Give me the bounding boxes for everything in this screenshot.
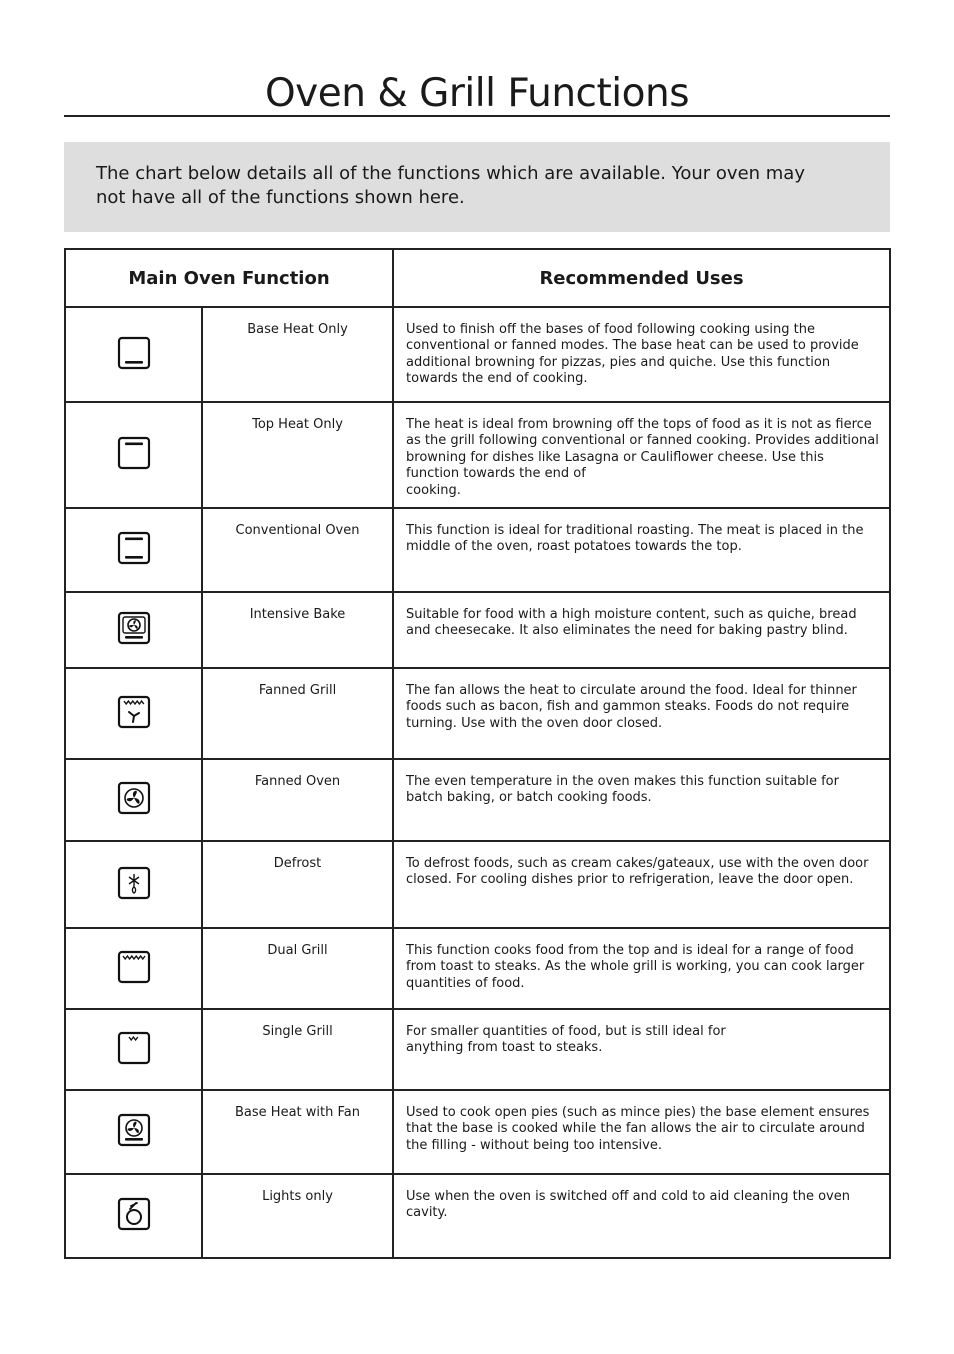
function-icon-cell [65,759,202,841]
title-divider [64,115,890,117]
table-row [65,668,890,759]
function-icon-cell [65,1009,202,1090]
recommended-use: The fan allows the heat to circulate around the food. Ideal for thinner foods such as bacon, fish and gammon steaks. Foods do not require turning. Use with the oven door closed. [393,668,890,759]
recommended-use: To defrost foods, such as cream cakes/gateaux, use with the oven door closed. For cooling dishes prior to refrigeration, leave the door open. [393,841,890,928]
fanned-grill-icon [116,694,152,730]
recommended-use: The heat is ideal from browning off the tops of food as it is not as fierce as the grill following conventional or fanned cooking. Provides additional browning for dishes like Lasagna or Cauliflower cheese. Use this function towards the end of cooking. [393,402,890,508]
function-name: Dual Grill [202,928,393,1009]
base-heat-icon [116,335,152,371]
recommended-use: For smaller quantities of food, but is still ideal for anything from toast to steaks. [393,1009,890,1090]
function-name: Fanned Oven [202,759,393,841]
conventional-oven-icon [116,530,152,566]
function-name: Defrost [202,841,393,928]
table-row [65,1090,890,1174]
intensive-bake-icon [116,610,152,646]
single-grill-icon [116,1030,152,1066]
table-row [65,928,890,1009]
intro-box: The chart below details all of the functions which are available. Your oven may not have all of the functions shown here. [64,142,890,232]
table-row [65,592,890,668]
function-icon-cell [65,841,202,928]
recommended-use: Use when the oven is switched off and cold to aid cleaning the oven cavity. [393,1174,890,1258]
table-row [65,1009,890,1090]
function-name: Fanned Grill [202,668,393,759]
table-row [65,841,890,928]
function-name: Conventional Oven [202,508,393,592]
functions-table [64,248,891,1259]
table-row [65,307,890,402]
function-icon-cell [65,928,202,1009]
table-row [65,759,890,841]
fanned-oven-icon [116,780,152,816]
function-icon-cell [65,1174,202,1258]
defrost-icon [116,865,152,901]
function-icon-cell [65,668,202,759]
recommended-use: Used to finish off the bases of food following cooking using the conventional or fanned modes. The base heat can be used to provide additional browning for pizzas, pies and quiche. Use this function towards the end of cooking. [393,307,890,402]
table-header-row [65,249,890,307]
function-icon-cell [65,592,202,668]
function-icon-cell [65,402,202,508]
light-icon [116,1196,152,1232]
dual-grill-icon [116,949,152,985]
function-icon-cell [65,1090,202,1174]
table-row [65,402,890,508]
function-name: Single Grill [202,1009,393,1090]
function-name: Base Heat with Fan [202,1090,393,1174]
recommended-use: This function cooks food from the top and is ideal for a range of food from toast to steaks. As the whole grill is working, you can cook larger quantities of food. [393,928,890,1009]
recommended-use: This function is ideal for traditional roasting. The meat is placed in the middle of the oven, roast potatoes towards the top. [393,508,890,592]
function-icon-cell [65,307,202,402]
table-body [65,307,890,1258]
function-name: Top Heat Only [202,402,393,508]
recommended-use: Used to cook open pies (such as mince pies) the base element ensures that the base is cooked while the fan allows the air to circulate around the filling - without being too intensive. [393,1090,890,1174]
header-recommended-uses: Recommended Uses [393,249,890,307]
top-heat-icon [116,435,152,471]
base-heat-with-fan-icon [116,1112,152,1148]
table-row [65,1174,890,1258]
recommended-use: The even temperature in the oven makes this function suitable for batch baking, or batch cooking foods. [393,759,890,841]
function-name: Base Heat Only [202,307,393,402]
recommended-use: Suitable for food with a high moisture content, such as quiche, bread and cheesecake. It also eliminates the need for baking pastry blind. [393,592,890,668]
function-icon-cell [65,508,202,592]
function-name: Intensive Bake [202,592,393,668]
function-name: Lights only [202,1174,393,1258]
table-row [65,508,890,592]
page-title: Oven & Grill Functions [264,71,690,116]
header-main-oven-function: Main Oven Function [65,249,393,307]
